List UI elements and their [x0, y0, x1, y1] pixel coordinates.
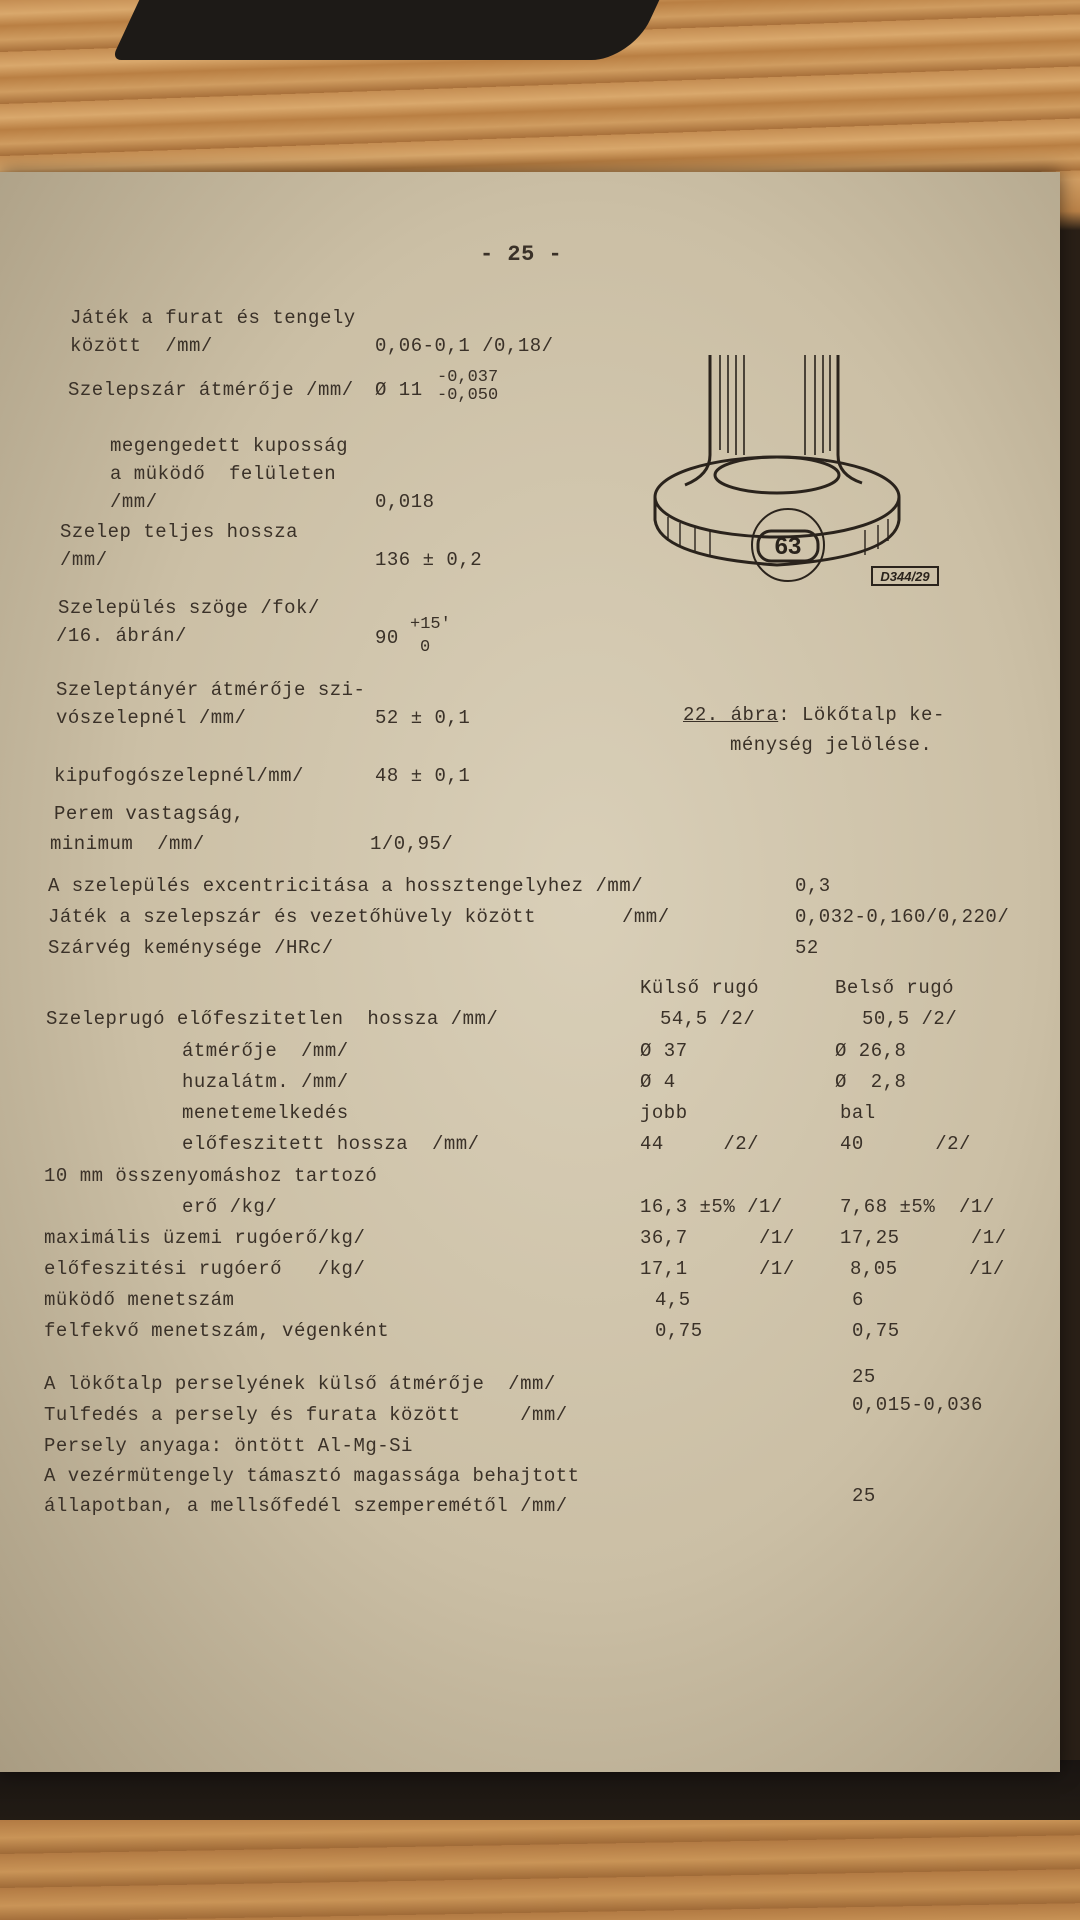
spec-label: Játék a furat és tengely	[70, 307, 356, 329]
spec-value: 52	[795, 937, 819, 959]
spring-inner-value: 0,75	[852, 1320, 900, 1342]
tappet-disc-top	[655, 457, 899, 537]
spec-value: 136 ± 0,2	[375, 549, 483, 571]
drawing-code-label: D344/29	[880, 569, 930, 584]
spring-row-label: müködő menetszám	[44, 1289, 235, 1311]
spring-outer-value: Ø 37	[640, 1040, 688, 1062]
wood-background-bottom	[0, 1820, 1080, 1920]
spec-value: 0,06-0,1 /0,18/	[375, 335, 554, 357]
spec-label: Szárvég keménysége /HRc/	[48, 937, 334, 959]
spec-label: /mm/	[60, 549, 108, 571]
spec-label: vószelepnél /mm/	[56, 707, 247, 729]
spec-label: a müködő felületen	[110, 463, 337, 485]
spec-value: 52 ± 0,1	[375, 707, 471, 729]
spring-outer-value: 4,5	[655, 1289, 691, 1311]
spec-label: /16. ábrán/	[56, 625, 187, 647]
spec-label: Perem vastagság,	[54, 803, 245, 825]
spec-label: A lökőtalp perselyének külső átmérője /mm/	[44, 1373, 556, 1395]
tolerance-upper: +15'	[410, 615, 451, 634]
spring-row-label: előfeszitési rugóerő /kg/	[44, 1258, 366, 1280]
spring-row-label: maximális üzemi rugóerő/kg/	[44, 1227, 366, 1249]
tappet-stem	[710, 355, 838, 455]
spring-inner-value: 8,05 /1/	[850, 1258, 1005, 1280]
page-number: - 25 -	[480, 242, 563, 267]
spring-inner-value: 6	[852, 1289, 864, 1311]
tappet-figure	[640, 335, 950, 595]
spring-outer-value: Ø 4	[640, 1071, 676, 1093]
spring-outer-value: 54,5 /2/	[660, 1008, 756, 1030]
spec-label: Szeleptányér átmérője szi-	[56, 679, 366, 701]
spec-value: 0,015-0,036	[852, 1394, 983, 1416]
spec-value: 0,032-0,160/0,220/	[795, 906, 1010, 928]
spring-inner-value: 50,5 /2/	[862, 1008, 958, 1030]
spring-outer-value: 36,7 /1/	[640, 1227, 795, 1249]
spec-value: 25	[852, 1485, 876, 1507]
spec-label: minimum /mm/	[50, 833, 205, 855]
spring-row-label: előfeszitett hossza /mm/	[182, 1133, 480, 1155]
spring-row-label: Szeleprugó előfeszitetlen hossza /mm/	[46, 1008, 499, 1030]
figure-caption-number: 22. ábra	[683, 704, 779, 726]
figure-caption-text: : Lökőtalp ke-	[778, 704, 945, 726]
spring-row-label: 10 mm összenyomáshoz tartozó	[44, 1165, 378, 1187]
spec-value: 90	[375, 627, 399, 649]
column-header-outer-spring: Külső rugó	[640, 977, 760, 999]
hardness-number-label: 63	[774, 533, 802, 560]
spring-outer-value: 16,3 ±5% /1/	[640, 1196, 783, 1218]
spring-outer-value: jobb	[640, 1102, 688, 1124]
figure-caption-line2: ménység jelölése.	[730, 734, 933, 756]
dark-object-corner	[111, 0, 668, 60]
spec-label: Tulfedés a persely és furata között /mm/	[44, 1404, 568, 1426]
spring-outer-value: 0,75	[655, 1320, 703, 1342]
spring-row-label: átmérője /mm/	[182, 1040, 349, 1062]
stem-hatching	[720, 355, 830, 455]
spring-inner-value: Ø 2,8	[835, 1071, 907, 1093]
spec-label: A szelepülés excentricitása a hossztengelyhez /mm/	[48, 875, 644, 897]
spring-row-label: felfekvő menetszám, végenként	[44, 1320, 390, 1342]
spec-label: Szelepszár átmérője /mm/	[68, 379, 354, 401]
spec-label: Játék a szelepszár és vezetőhüvely között	[48, 906, 536, 928]
tolerance-lower: 0	[420, 638, 431, 657]
spec-label: kipufogószelepnél/mm/	[54, 765, 304, 787]
spec-label: /mm/	[110, 491, 158, 513]
tolerance-lower: -0,050	[437, 386, 499, 405]
spec-label: között /mm/	[70, 335, 213, 357]
tolerance-upper: -0,037	[437, 368, 499, 387]
spec-value: Ø 11	[375, 379, 423, 401]
spring-outer-value: 44 /2/	[640, 1133, 760, 1155]
spec-label: A vezérmütengely támasztó magassága behajtott	[44, 1465, 580, 1487]
spec-value: 0,3	[795, 875, 831, 897]
spec-label: Persely anyaga: öntött Al-Mg-Si	[44, 1435, 413, 1457]
spring-row-label: huzalátm. /mm/	[182, 1071, 349, 1093]
spec-value: 25	[852, 1366, 876, 1388]
column-header-inner-spring: Belső rugó	[835, 977, 955, 999]
spec-unit: /mm/	[622, 906, 670, 928]
spec-value: 1/0,95/	[370, 833, 454, 855]
spec-label: megengedett kuposság	[110, 435, 349, 457]
spring-row-label: erő /kg/	[182, 1196, 278, 1218]
spring-inner-value: 40 /2/	[840, 1133, 971, 1155]
spec-value: 48 ± 0,1	[375, 765, 471, 787]
spec-label: Szelepülés szöge /fok/	[58, 597, 320, 619]
spec-label: Szelep teljes hossza	[60, 521, 299, 543]
spring-inner-value: 7,68 ±5% /1/	[840, 1196, 995, 1218]
spring-inner-value: 17,25 /1/	[840, 1227, 1007, 1249]
spring-inner-value: bal	[840, 1102, 876, 1124]
spec-label: állapotban, a mellsőfedél szemperemétől /mm/	[44, 1495, 568, 1517]
spring-outer-value: 17,1 /1/	[640, 1258, 795, 1280]
spring-row-label: menetemelkedés	[182, 1102, 349, 1124]
figure-caption	[683, 704, 945, 726]
spring-inner-value: Ø 26,8	[835, 1040, 907, 1062]
spec-value: 0,018	[375, 491, 435, 513]
